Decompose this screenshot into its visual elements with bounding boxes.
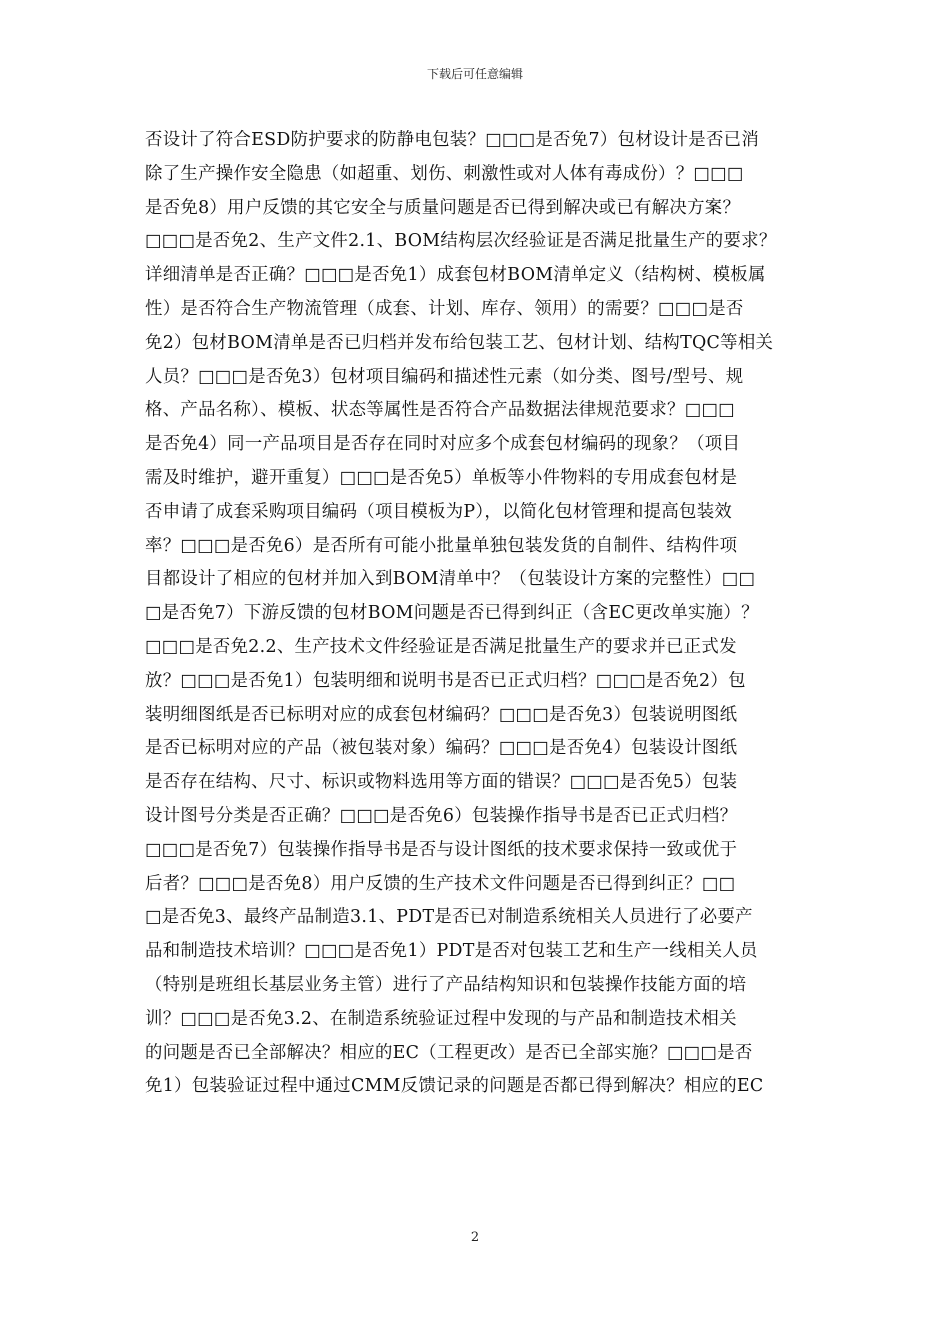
body-line: 人员？□□□是否免3）包材项目编码和描述性元素（如分类、图号/型号、规 — [145, 366, 744, 387]
document-body — [145, 124, 810, 1104]
body-line: □□□是否免2、生产文件2.1、BOM结构层次经验证是否满足批量生产的要求？ — [145, 231, 777, 252]
body-line: 是否存在结构、尺寸、标识或物料选用等方面的错误？□□□是否免5）包装 — [145, 772, 738, 793]
body-line: 需及时维护，避开重复）□□□是否免5）单板等小件物料的专用成套包材是 — [145, 467, 738, 488]
body-line: 格、产品名称）、模板、状态等属性是否符合产品数据法律规范要求？□□□ — [145, 400, 735, 421]
body-line: 详细清单是否正确？□□□是否免1）成套包材BOM清单定义（结构树、模板属 — [145, 265, 766, 286]
body-line: 率？□□□是否免6）是否所有可能小批量单独包装发货的自制件、结构件项 — [145, 535, 738, 556]
body-line: 性）是否符合生产物流管理（成套、计划、库存、领用）的需要？□□□是否 — [145, 298, 744, 319]
body-line: 是否免8）用户反馈的其它安全与质量问题是否已得到解决或已有解决方案？ — [145, 197, 741, 218]
body-line: 目都设计了相应的包材并加入到BOM清单中？（包装设计方案的完整性）□□ — [145, 569, 756, 590]
body-line: 训？□□□是否免3.2、在制造系统验证过程中发现的与产品和制造技术相关 — [145, 1008, 737, 1029]
body-line: 除了生产操作安全隐患（如超重、划伤、刺激性或对人体有毒成份）？□□□ — [145, 163, 744, 184]
body-line: 否设计了符合ESD防护要求的防静电包装？□□□是否免7）包材设计是否已消 — [145, 130, 760, 150]
body-line: 装明细图纸是否已标明对应的成套包材编码？□□□是否免3）包装说明图纸 — [145, 704, 738, 725]
body-line: □□□是否免7）包装操作指导书是否与设计图纸的技术要求保持一致或优于 — [145, 839, 738, 860]
body-line: 否申请了成套采购项目编码（项目模板为P），以简化包材管理和提高包装效 — [145, 501, 733, 522]
body-line: 免1）包装验证过程中通过CMM反馈记录的问题是否都已得到解决？相应的EC — [145, 1076, 764, 1097]
body-line: 免2）包材BOM清单是否已归档并发布给包装工艺、包材计划、结构TQC等相关 — [145, 332, 774, 353]
body-line: 设计图号分类是否正确？□□□是否免6）包装操作指导书是否已正式归档？ — [145, 805, 738, 826]
body-line: 是否免4）同一产品项目是否存在同时对应多个成套包材编码的现象？（项目 — [145, 434, 741, 455]
body-line: （特别是班组长基层业务主管）进行了产品结构知识和包装操作技能方面的培 — [145, 974, 747, 995]
page-number: 2 — [470, 1230, 480, 1245]
body-line: 放？□□□是否免1）包装明细和说明书是否已正式归档？□□□是否免2）包 — [145, 670, 746, 691]
body-line: 后者？□□□是否免8）用户反馈的生产技术文件问题是否已得到纠正？□□ — [145, 873, 736, 894]
body-line: 的问题是否已全部解决？相应的EC（工程更改）是否已全部实施？□□□是否 — [145, 1042, 753, 1063]
body-line: □□□是否免2.2、生产技术文件经验证是否满足批量生产的要求并已正式发 — [145, 636, 737, 657]
body-line: □是否免7）下游反馈的包材BOM问题是否已得到纠正（含EC更改单实施）？ — [145, 603, 759, 624]
body-line: □是否免3、最终产品制造3.1、PDT是否已对制造系统相关人员进行了必要产 — [145, 907, 753, 928]
page-header: 下载后可任意编辑 — [426, 67, 523, 81]
body-line: 品和制造技术培训？□□□是否免1）PDT是否对包装工艺和生产一线相关人员 — [145, 941, 758, 962]
body-line: 是否已标明对应的产品（被包装对象）编码？□□□是否免4）包装设计图纸 — [145, 738, 738, 759]
